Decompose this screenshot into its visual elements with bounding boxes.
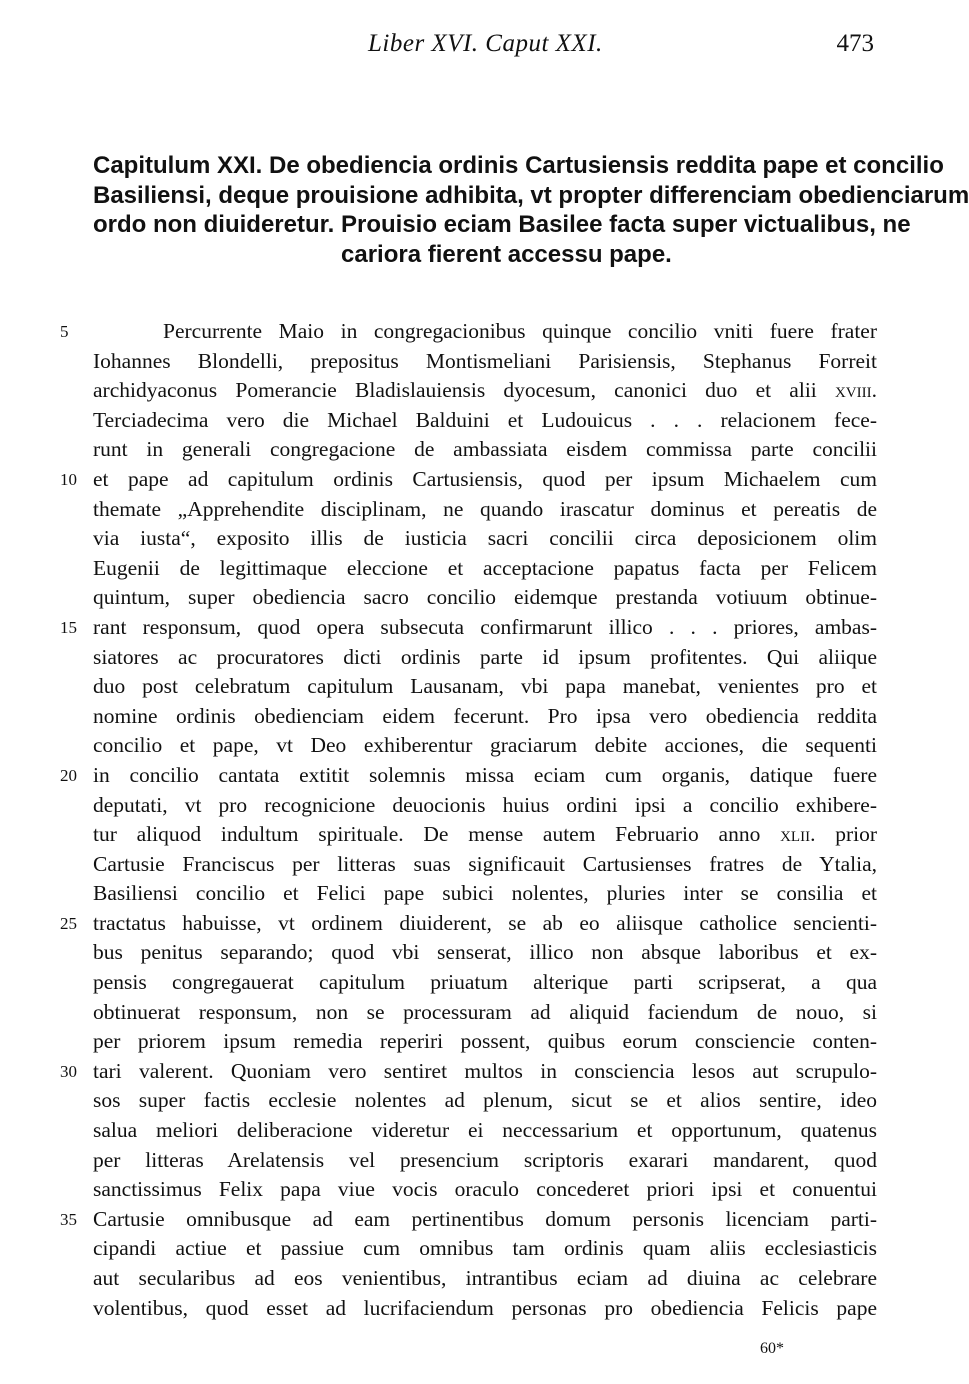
text-line [93, 583, 877, 613]
text-line [60, 761, 877, 791]
text-line [93, 1027, 877, 1057]
line-number: 35 [60, 1209, 77, 1229]
text-line [93, 850, 877, 880]
line-text: Cartusie omnibusque ad eam pertinentibus domum personis licenciam parti- [93, 1206, 877, 1231]
line-text: tari valerent. Quoniam vero sentiret multos in consciencia lesos aut scrupulo- [93, 1058, 877, 1083]
line-text: cipandi actiue et passiue cum omnibus tam ordinis quam aliis ecclesiasticis [93, 1236, 877, 1261]
line-number: 30 [60, 1061, 77, 1081]
line-text: per litteras Arelatensis vel presencium scriptoris exarari mandarent, quod [93, 1147, 877, 1172]
chapter-heading-line: Capitulum XXI. De obediencia ordinis Cartusiensis reddita pape et concilio [93, 152, 944, 179]
text-line [93, 702, 877, 732]
running-head [0, 30, 960, 66]
line-text: volentibus, quod esset ad lucrifaciendum personas pro obediencia Felicis pape [93, 1295, 877, 1320]
text-line [93, 791, 877, 821]
line-text: et pape ad capitulum ordinis Cartusiensis, quod per ipsum Michaelem cum [93, 466, 877, 491]
line-text: concilio et pape, vt Deo exhiberentur graciarum debite acciones, die sequenti [93, 733, 877, 758]
text-line [93, 1234, 877, 1264]
line-text: siatores ac procuratores dicti ordinis parte id ipsum profitentes. Qui aliique [93, 644, 877, 669]
text-line [93, 731, 877, 761]
text-line [60, 317, 877, 347]
line-number: 25 [60, 913, 77, 933]
line-text: tractatus habuisse, vt ordinem diuiderent, se ab eo aliisque catholice sencienti- [93, 910, 877, 935]
line-text: Eugenii de legittimaque eleccione et acceptacione papatus facta per Felicem [93, 555, 877, 580]
text-line [93, 495, 877, 525]
line-number: 20 [60, 765, 77, 785]
line-text: archidyaconus Pomerancie Bladislauiensis dyocesum, canonici duo et alii xviii. [93, 378, 877, 403]
text-line [93, 938, 877, 968]
text-line [93, 643, 877, 673]
text-line [93, 1175, 877, 1205]
line-text: Basiliensi concilio et Felici pape subici nolentes, pluries inter se consilia et [93, 881, 877, 906]
line-text: bus penitus separando; quod vbi senserat, illico non absque laboribus et ex- [93, 940, 877, 965]
text-line [60, 909, 877, 939]
line-text: duo post celebratum capitulum Lausanam, vbi papa manebat, venientes pro et [93, 674, 877, 699]
line-text: sos super factis ecclesie nolentes ad plenum, sicut se et alios sentire, ideo [93, 1088, 877, 1113]
text-line [93, 1294, 877, 1324]
line-text: pensis congregauerat capitulum priuatum alterique parti scripserat, a qua [93, 970, 877, 995]
line-number: 5 [60, 322, 69, 341]
signature-mark: 60* [760, 1340, 784, 1357]
line-text: deputati, vt pro recognicione deuocionis huius ordini ipsi a concilio exhibere- [93, 792, 877, 817]
running-title: Liber XVI. Caput XXI. [368, 30, 603, 57]
line-text: Percurrente Maio in congregacionibus quinque concilio vniti fuere frater [163, 319, 877, 343]
text-line [93, 1116, 877, 1146]
line-text: Cartusie Franciscus per litteras suas significauit Cartusienses fratres de Ytalia, [93, 851, 877, 876]
text-line [93, 879, 877, 909]
line-text: rant responsum, quod opera subsecuta confirmarunt illico . . . priores, ambas- [93, 614, 877, 639]
text-line [60, 1057, 877, 1087]
line-text: via iusta“, exposito illis de iusticia sacri concilii circa deposicionem olim [93, 526, 877, 551]
line-number: 15 [60, 617, 77, 637]
chapter-heading-line: ordo non diuideretur. Prouisio eciam Basilee facta super victualibus, ne [93, 211, 911, 238]
line-text: themate „Apprehendite disciplinam, ne quando irascatur dominus et pereatis de [93, 496, 877, 521]
page-number: 473 [836, 30, 874, 57]
roman-numeral: xlii. [780, 822, 816, 847]
line-text: in concilio cantata extitit solemnis missa eciam cum organis, datique fuere [93, 762, 877, 787]
text-line [93, 1086, 877, 1116]
text-line [93, 998, 877, 1028]
line-text: Iohannes Blondelli, prepositus Montismeliani Parisiensis, Stephanus Forreit [93, 348, 877, 373]
line-text: obtinuerat responsum, non se processuram ad aliquid faciendum de nouo, si [93, 999, 877, 1024]
line-text: tur aliquod indultum spirituale. De mense autem Februario anno xlii. prior [93, 822, 877, 847]
text-line [93, 554, 877, 584]
chapter-heading-line: Basiliensi, deque prouisione adhibita, vt propter differenciam obedienciarum [93, 181, 969, 209]
line-text: aut secularibus ad eos venientibus, intrantibus eciam ad diuina ac celebrare [93, 1266, 877, 1290]
text-line [93, 376, 877, 406]
text-line [60, 613, 877, 643]
line-text: sanctissimus Felix papa viue vocis oraculo concederet priori ipsi et conuentui [93, 1177, 877, 1202]
text-line [93, 1146, 877, 1176]
line-text: runt in generali congregacione de ambassiata eisdem commissa parte concilii [93, 437, 877, 462]
text-line [93, 968, 877, 998]
chapter-heading [93, 151, 969, 269]
roman-numeral: xviii. [834, 378, 877, 403]
text-line [93, 672, 877, 702]
text-line [93, 435, 877, 465]
line-number: 10 [60, 469, 77, 489]
text-line [93, 524, 877, 554]
text-line [60, 465, 877, 495]
line-text: per priorem ipsum remedia reperiri possent, quibus eorum consciencie conten- [93, 1029, 877, 1054]
line-text: salua meliori deliberacione videretur ei neccessarium et opportunum, quatenus [93, 1118, 877, 1143]
line-text: nomine ordinis obedienciam eidem fecerunt. Pro ipsa vero obediencia reddita [93, 703, 877, 728]
text-line [93, 820, 877, 850]
line-text: Terciadecima vero die Michael Balduini et Ludouicus . . . relacionem fece- [93, 407, 877, 432]
line-text: quintum, super obediencia sacro concilio eidemque prestanda votiuum obtinue- [93, 585, 877, 610]
body-text [60, 317, 877, 1323]
text-line [93, 347, 877, 377]
text-line [60, 1205, 877, 1235]
text-line [93, 406, 877, 436]
chapter-heading-line: cariora fierent accessu pape. [341, 240, 672, 268]
text-line [93, 1264, 877, 1294]
